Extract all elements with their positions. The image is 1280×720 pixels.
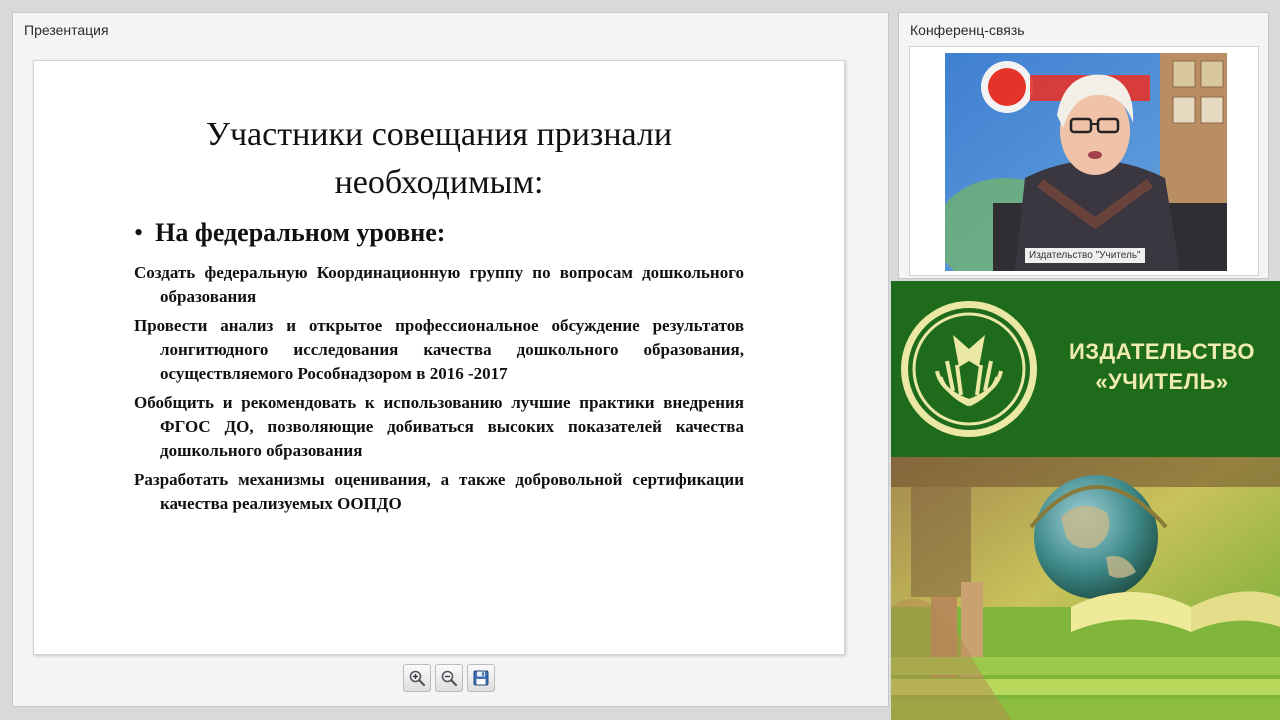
publisher-logo-icon xyxy=(897,297,1041,441)
conference-panel xyxy=(898,12,1269,279)
save-button[interactable] xyxy=(467,664,495,692)
zoom-in-icon xyxy=(408,669,426,687)
slide-item: Разработать механизмы оценивания, а также добровольной сертификации качества реализуемых ООПДО xyxy=(134,470,744,513)
participant-name-label: Издательство "Учитель" xyxy=(1025,248,1145,263)
presentation-panel xyxy=(12,12,889,707)
conference-panel-title: Конференц-связь xyxy=(910,22,1025,38)
slide-item: Обобщить и рекомендовать к использованию лучшие практики внедрения ФГОС ДО, позволяющие добиваться высоких показателей качества дошкольного образования xyxy=(134,393,744,460)
publisher-name xyxy=(1057,337,1267,397)
publisher-banner xyxy=(891,281,1280,457)
publisher-name-line: ИЗДАТЕЛЬСТВО xyxy=(1068,339,1256,364)
bullet-symbol: • xyxy=(134,218,144,247)
slide-item: Провести анализ и открытое профессиональное обсуждение результатов лонгитюдного исследования качества дошкольного образования, осуществляемого Рособнадзором в 2016 -2017 xyxy=(134,316,744,383)
slide-title-line: необходимым: xyxy=(334,164,544,201)
slide-bullet-heading xyxy=(134,218,445,248)
slide-title xyxy=(34,111,844,207)
zoom-in-button[interactable] xyxy=(403,664,431,692)
slide-title-line: Участники совещания признали xyxy=(205,116,673,153)
presentation-slide xyxy=(33,60,845,655)
books-globe-picture xyxy=(891,457,1280,720)
zoom-out-button[interactable] xyxy=(435,664,463,692)
slide-item: Создать федеральную Координационную группу по вопросам дошкольного образования xyxy=(134,263,744,306)
zoom-out-icon xyxy=(440,669,458,687)
save-icon xyxy=(472,669,490,687)
books-globe-image xyxy=(891,457,1280,720)
slide-toolbar xyxy=(403,664,495,692)
video-feed-image xyxy=(945,53,1227,271)
presentation-panel-title: Презентация xyxy=(24,22,109,38)
video-frame xyxy=(909,46,1259,276)
participant-video[interactable] xyxy=(945,53,1227,271)
bullet-heading-text: На федеральном уровне: xyxy=(155,218,446,247)
publisher-name-line: «УЧИТЕЛЬ» xyxy=(1095,369,1229,394)
slide-item-list xyxy=(134,261,744,521)
